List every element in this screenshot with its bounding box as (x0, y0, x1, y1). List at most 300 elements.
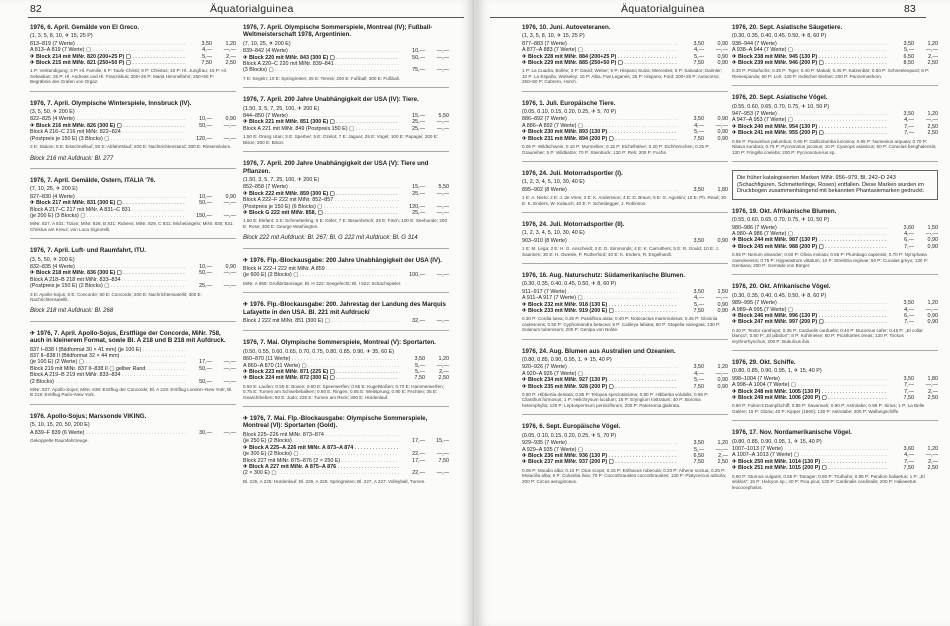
issue-title: 1976, 24. Aug. Blumen aus Australien und Ozeanien. (522, 347, 676, 355)
item-label: ✈ Block 248 mit MiNr. 1005 (130 P) . . . (732, 389, 888, 395)
price-used: 2,— (928, 53, 938, 60)
price-mint: 3,50 (201, 40, 212, 47)
price-mint: 4,— (202, 47, 212, 54)
item-label: 827–830 (4 Werte) . . . (30, 194, 186, 200)
catalog-entry (30, 247, 236, 315)
price-mint: 25,— (412, 209, 425, 216)
price-row (522, 384, 728, 390)
notice-box: Die früher katalogisierten Marken MiNr. 956–979, Bl. 242–D 243 (Schachfiguren, Schmetterlinge, Rosen) entfallen. Diese Marken wurden im Druckbogen zusammenhängend mit bekannten Phantasiemarken gedruckt. (732, 170, 938, 200)
price-row (30, 430, 236, 436)
item-label: ✈ Block 236 mit MiNr. 936 (130 P) . . . (522, 453, 678, 459)
price-mint: 4,— (694, 122, 704, 129)
price-used: 0,90 (927, 319, 938, 326)
price-used: —,— (436, 470, 449, 477)
denominations: (7, 10, 25, ✈ 200 E) (243, 40, 291, 47)
price-mint: 15,— (412, 184, 425, 191)
denominations: (3, 5, 50, ✈ 200 E) (30, 109, 75, 116)
item-label: (2 × 300 E) ▢ . . . (243, 470, 399, 476)
price-used: —,— (223, 122, 236, 129)
price-mint: 3,50 (693, 40, 704, 47)
price-used: 0,90 (717, 40, 728, 47)
item-label: 886–892 (7 Werte) . . . (522, 116, 678, 122)
price-used: —,— (223, 270, 236, 277)
item-label: ✈ Block 215 mit MiNr. 821 (250+50 P) ▢ . . . (30, 60, 186, 66)
overprint-note: Block 222 mit Aufdruck: Bl. 267; Bl. G 222 mit Aufdruck: Bl. G 314 (243, 235, 418, 242)
price-used: —,— (223, 47, 236, 54)
catalog-entry (522, 272, 728, 333)
column-right-1 (522, 24, 728, 489)
price-used: —,— (436, 125, 449, 132)
entry-divider (30, 321, 236, 322)
item-label: A 947–A 953 (7 Werte) ▢ . . . (732, 117, 888, 123)
catalog-entry (30, 330, 236, 398)
catalog-entry (522, 348, 728, 409)
price-mint: 3,50 (903, 111, 914, 118)
issue-title: 1976, 20. Sept. Asiatische Säugetiere. (732, 24, 843, 31)
price-mint: 7,— (904, 458, 914, 465)
price-used: 1,80 (927, 375, 938, 382)
price-row (522, 187, 728, 193)
item-label: A 989–A 995 (7 Werte) ▢ . . . (732, 307, 888, 313)
item-label: 895–902 (8 Werte) . . . (522, 187, 678, 193)
price-mint: 5,— (415, 369, 425, 376)
price-row (243, 67, 449, 73)
price-mint: 7,50 (693, 135, 704, 142)
entry-divider (732, 161, 938, 162)
price-used: —,— (925, 452, 938, 459)
price-used: 0,90 (717, 383, 728, 390)
denominations: (1.50, 3, 5, 7, 25, 100, ✈ 200 E) (243, 105, 320, 112)
price-mint: 25,— (412, 125, 425, 132)
price-used: 0,90 (225, 193, 236, 200)
item-label: 929–935 (7 Werte) . . . (522, 440, 678, 446)
denominations: (1, 3, 5, 8, 10, ✈ 15, 25 P) (522, 33, 585, 40)
price-used: —,— (715, 122, 728, 129)
issue-title: 1976, 7. April. Olympische Sommerspiele, Montreal (IV); Fußball-Weltmeisterschaft 1978, Argentinien. (243, 24, 433, 39)
price-mint: 10,— (412, 48, 425, 55)
price-used: 2,50 (927, 465, 938, 472)
price-used: —,— (223, 378, 236, 385)
price-used: 0,90 (927, 312, 938, 319)
item-label: A 911–A 917 (7 Werte) ▢ . . . (522, 295, 678, 301)
item-label: 837 I–838 I (Bildformat 30 × 41 mm) (je 100 E) . . . (30, 347, 186, 353)
price-mint: 7,— (904, 243, 914, 250)
price-used: 2,— (226, 53, 236, 60)
catalog-entry (30, 413, 236, 444)
price-mint: 7,50 (693, 60, 704, 67)
issue-title: 1976, 6. April. Gemälde von El Greco. (30, 24, 140, 31)
issue-title: ✈ 1976. Flp.-Blockausgabe: 200. Jahrestag der Landung des Marquis Lafayette in den USA. Bl. 221 mit Aufdruck/ (243, 301, 446, 316)
price-used: 2,— (928, 458, 938, 465)
design-notes: 0.55 P: Nerium oleander; 0.60 P: Olivia miniata; 0.65 P: Plumbago capensis; 0.70 P: Nymphaea caeruleensis; 0.75 P: Hippeastrum vittatum; 10 P: Strelitzia reginae; 50 P: Cucalas greyo; 130 P: Gentiana; 200 P: Gernäde von Bürger. (732, 252, 929, 268)
price-mint: 17,— (412, 438, 425, 445)
price-row (243, 126, 449, 132)
price-mint: 4,— (694, 295, 704, 302)
price-used: —,— (436, 203, 449, 210)
item-label: 832–835 (4 Werte) . . . (30, 264, 186, 270)
price-row (30, 213, 236, 219)
issue-title: 1976, 7. April. Gemälde, Ostern, ITALIA '76. (30, 176, 156, 184)
price-used: —,— (925, 382, 938, 389)
issue-title: 1976. Apollo-Sojus; Marssonde VIKING. (30, 412, 147, 420)
price-used: 5,50 (438, 113, 449, 120)
design-notes: 1 P: La Cuadra, Bollée; 3 P: David; Weber; 5 P: Hispano Suiza; Mercedes; 8 P: Salvador; Daimler; 10 P: La España, Wolseley; 15 P: Alba, Fiat Leganés; 25 P: Hispano; Ford; 200+25 P: Autocorso; 250+50 P: Cabrero, Horch. (522, 68, 723, 85)
issue-title: 1976, 24. Juli. Motorradsportler (II). (522, 220, 625, 228)
item-label: ✈ Block 220 mit MiNr. 843 (300 E) ▢ . . . (243, 55, 399, 61)
price-used: 1,20 (927, 300, 938, 307)
denominations: (7, 10, 25, ✈ 200 E) (30, 186, 78, 193)
price-used: 0,90 (225, 263, 236, 270)
price-mint: 3,50 (693, 116, 704, 123)
price-mint: 150,— (196, 212, 212, 219)
left-page (0, 0, 474, 626)
issue-title: 1976, 7. April. Olympische Winterspiele, Innsbruck (IV). (30, 99, 192, 107)
denominations: (1, 2, 3, 4, 5, 10, 30, 40 E) (522, 230, 585, 237)
price-row (732, 244, 938, 250)
price-used: —,— (715, 47, 728, 54)
price-row (30, 283, 236, 289)
price-row (522, 60, 728, 66)
catalog-entry (30, 24, 236, 85)
header-rule (28, 17, 464, 18)
denominations: (3, 5, 50, ✈ 200 E) (30, 256, 75, 263)
price-mint: 7,50 (903, 395, 914, 402)
item-label: ✈ Block 240 mit MiNr. 954 (130 P) . . . (732, 124, 888, 130)
price-mint: 50,— (199, 270, 212, 277)
item-label: Block A 219–B 219 mit MiNr. 833–834 . . . (30, 372, 186, 378)
item-label: ✈ Block 250 mit MiNr. 1014 (130 P) . . . (732, 459, 888, 465)
item-label: ✈ Block G 222 mit MiNr. 858, ▢ . . . (243, 210, 399, 216)
price-mint: 100,— (409, 272, 425, 279)
page-number: 83 (904, 3, 916, 15)
overprint-note: Block 218 mit Aufdruck: Bl. 268 (30, 308, 114, 315)
price-mint: 50,— (199, 365, 212, 372)
price-mint: 4,— (904, 306, 914, 313)
price-mint: 7,50 (693, 308, 704, 314)
issue-title: 1976, 7. April. Luft- und Raumfahrt, ITU. (30, 247, 146, 255)
denominations: (0.55, 0.60, 0.65, 0.70, 0.75, ✈ 10, 50 P) (732, 103, 830, 110)
price-used: 0,90 (717, 301, 728, 308)
item-label: (Postpreis je 150 E) (3 Blocks) ▢ . . . (30, 136, 186, 142)
design-notes: 1 P: Verkündigung; 3 P: Hl. Familie; 5 P: Taufe Christi; 8 P: Christus; 10 P: Hl. Jungfrau; 15 P: Hl. Sebastian; 25 P: Hl. Andreas und Hl. Franziskus; 200+25 P: Mariä Himmelfahrt; 250+50 P: Begräbnis des Grafen von Orgaz. (30, 68, 228, 85)
price-mint: 6,— (904, 237, 914, 244)
denominations: (0.80, 0.85, 0.90, 0.95, 1, ✈ 15, 40 P) (732, 368, 822, 375)
design-notes: 0.55 P: Paoumbus palumbus; 0.60 P: Gallicolumba luzonica; 0.65 P: Numenius arquata; 0.70 P: Nitava sundara; 0.75 P: Pycnonotus jocosus; 10 P: Cyanops asiaticus; 50 P: Coracias benghalensis; 130 P: Fringilla coelebs; 200 P: Pycnonotus-lus sp. (732, 138, 937, 155)
price-mint: 7,— (904, 319, 914, 326)
price-mint: 17,— (412, 457, 425, 464)
item-label: ✈ Block 247 mit MiNr. 997 (200 P) ▢ . . . (732, 319, 888, 325)
price-mint: 6,50 (903, 53, 914, 60)
price-used: 1,50 (717, 288, 728, 295)
item-label: ✈ Block 231 mit MiNr. 894 (200 P) ▢ . . . (522, 136, 678, 142)
design-notes: 0.80 P: Fulton's Dampfschiff; 0.85 P: Savannah; 0.90 P: Astrolabe; 0.95 P: Sirius; 1 P: La Belle Galère; 15 P: Gloria; 40 P: Kipper (1860); 130 P: Astrolabe; 200 P: Walfangschiffe. (732, 403, 925, 414)
item-label: ✈ Block 232 mit MiNr. 918 (130 E) . . . (522, 302, 678, 308)
item-label: ✈ Block 233 mit MiNr. 919 (200 E) ▢ . . . (522, 308, 678, 314)
price-used: —,— (223, 365, 236, 372)
item-label: (je 300 E) (2 Blocks) ▢ . . . (243, 451, 399, 457)
entry-divider (243, 248, 449, 249)
issue-title: 1976, 7. Mai. Olympische Sommerspiele, Montreal (V): Sportarten. (243, 339, 436, 347)
issue-title: 1976, 10. Juni. Autoveteranen. (522, 24, 611, 31)
price-mint: 5,— (694, 129, 704, 136)
design-notes: 0.80 P: Hibbertia dentata; 0.85 P: Telopea speciosissima; 0.90 P: Hibbertia volubilis; 0.95 P: Clianthus formosus; 1 P: Helichrysum lucidum; 15 P: Eryngium rostratum; 40 P: Boronia heterophylla; 130 P: Leptospermum persiciflorum; 200 P: Patersonia glabrata. (522, 392, 709, 408)
price-used: —,— (715, 446, 728, 453)
item-label: 844–850 (7 Werte) . . . (243, 113, 399, 119)
item-label: ✈ Block 234 mit MiNr. 927 (130 P) . . . (522, 377, 678, 383)
price-mint: 7,50 (201, 60, 212, 67)
item-label: A 920–A 926 (7 Werte) ▢ . . . (522, 371, 678, 377)
price-used: 2,50 (927, 395, 938, 402)
item-label: ✈ Block A 225–A 226 mit MiNr. A 873–A 874 . . . (243, 445, 399, 451)
price-used: 1,20 (927, 446, 938, 453)
denominations: (1, 2, 3, 4, 5, 10, 30, 40 E) (522, 179, 585, 186)
issue-title: 1976, 7. April. 200 Jahre Unabhängigkeit der USA (IV): Tiere. (243, 96, 419, 104)
issue-title: 1976, 19. Okt. Afrikanische Blumen. (732, 207, 837, 215)
price-mint: 7,50 (903, 465, 914, 472)
price-used: —,— (223, 135, 236, 142)
column-left-2 (243, 24, 449, 489)
price-row (243, 210, 449, 216)
item-label: A 1007–A 1013 (7 Werte) ▢ . . . (732, 452, 888, 458)
price-mint: 4,— (694, 47, 704, 54)
price-mint: 8,50 (903, 60, 914, 67)
price-used: 5,50 (438, 184, 449, 191)
price-used: —,— (925, 306, 938, 313)
item-label: ✈ Block 246 mit MiNr. 996 (130 P) . . . (732, 313, 888, 319)
entry-divider (243, 330, 449, 331)
entry-divider (30, 238, 236, 239)
price-mint: 5,— (202, 53, 212, 60)
denominations: (0.05, 0.10, 0.15, 0.20, 0.25, ✈ 5, 70 P) (522, 109, 617, 116)
denominations: (0.30, 0.35, 0.40, 0.45, 0.50, ✈ 8, 60 P) (732, 33, 827, 40)
design-notes: Bl. 225, A 225: Hürdenlauf; Bl. 226, A 226: Springreiten; Bl. 227, A 227: Volleyball, Turnen. (243, 478, 426, 484)
price-used: —,— (436, 209, 449, 216)
item-label: A 980–A 986 (7 Werte) ▢ . . . (732, 231, 888, 237)
issue-title: 1976, 1. Juli. Europäische Tiere. (522, 99, 616, 107)
denominations: (1, 3, 5, 8, 10, ✈ 15, 25 P) (30, 33, 93, 40)
price-mint: 50,— (412, 54, 425, 61)
price-mint: 6,— (904, 312, 914, 319)
item-label: Block A 220–C 220 mit MiNr. 839–841 . . . (243, 61, 399, 67)
item-label: (je 250 E) (2 Blocks) . . . (243, 438, 399, 444)
price-row (243, 470, 449, 476)
price-mint: 4,— (904, 452, 914, 459)
price-mint: 50,— (199, 122, 212, 129)
catalog-entry (243, 301, 449, 324)
price-mint: 22,— (412, 451, 425, 458)
item-label: 980–986 (7 Werte) . . . (732, 225, 888, 231)
item-label: ✈ Block 228 mit MiNr. 884 (200+25 P) . . . (522, 54, 678, 60)
denominations: (0.50, 0.55, 0.60, 0.65, 0.70, 0.75, 0.80, 0.85, 0.90, ✈ 35, 60 E) (243, 348, 395, 355)
catalog-entry (522, 423, 728, 484)
price-row (522, 238, 728, 244)
price-mint: 120,— (196, 135, 212, 142)
price-used: —,— (436, 362, 449, 369)
price-mint: 75,— (412, 67, 425, 74)
price-mint: 5,— (904, 47, 914, 54)
price-mint: 32,— (412, 318, 425, 324)
catalog-entry (243, 24, 449, 81)
price-mint: 4,— (904, 230, 914, 237)
item-label: Block A 222–F 222 mit MiNr. 852–857 . . . (243, 197, 399, 203)
price-mint: 7,50 (693, 459, 704, 466)
entry-divider (243, 151, 449, 152)
item-label: ✈ Block 214 mit MiNr. 820 (200+25 P) ▢ . . . (30, 54, 186, 60)
issue-title: ✈ 1976. Flp.-Blockausgabe: 200 Jahre Unabhängigkeit der USA (IV). (243, 256, 442, 264)
price-mint: 3,50 (693, 186, 704, 193)
item-label: 839–842 (4 Werte) . . . (243, 48, 399, 54)
price-used: —,— (925, 117, 938, 124)
price-used: 1,20 (438, 356, 449, 363)
item-label: (Postpreis je 150 E) (6 Blocks) ▢ . . . (243, 204, 399, 210)
item-label: Block A 217–C 217 mit MiNr. A 831–C 831 . . . (30, 207, 186, 213)
entry-divider (522, 212, 728, 213)
price-used: 1,20 (927, 40, 938, 47)
entry-divider (522, 414, 728, 415)
price-row (522, 136, 728, 142)
price-used: —,— (436, 119, 449, 126)
price-mint: 6,50 (693, 452, 704, 459)
right-page (476, 0, 950, 626)
item-label: 822–825 (4 Werte) . . . (30, 116, 186, 122)
price-mint: 7,— (904, 123, 914, 130)
price-mint: 7,50 (414, 375, 425, 382)
price-mint: 7,— (904, 130, 914, 137)
price-mint: 10,— (199, 116, 212, 123)
entry-divider (522, 161, 728, 162)
denominations: (0.30, 0.35, 0.40, 0.45, 0.50, ✈ 8, 60 P) (522, 281, 617, 288)
price-mint: 7,— (904, 382, 914, 389)
item-label: (3 Blocks) ▢ . . . (243, 67, 399, 73)
price-used: 0,90 (717, 237, 728, 244)
price-used: 2,50 (927, 123, 938, 130)
price-row (732, 395, 938, 401)
entry-divider (243, 87, 449, 88)
item-label: A 929–A 935 (7 Werte) ▢ . . . (522, 447, 678, 453)
design-notes: 3 E: Slalom; 5 E: Eisschnellauf; 50 E: Abfahrtslauf; 200 E: Nachtrichtenstand; 300 E: Riesenslalom. (30, 144, 232, 150)
item-label: A 839–F 839 (6 Werte) . . . (30, 430, 186, 436)
item-label: ✈ Block 223 mit MiNr. 871 (225 E) ▢ . . . (243, 369, 399, 375)
price-mint: 5,— (415, 362, 425, 369)
price-row (243, 375, 449, 381)
page-title: Äquatorialguinea (621, 3, 705, 15)
price-used: —,— (223, 212, 236, 219)
design-notes: 3 E: Apollo-Sojus; 5 E: Concorde; 50 E: Concorde; 200 E: Nachrichtensatellit; 300 E: Nachrichtensatellit. (30, 291, 202, 302)
price-used: 2,50 (927, 60, 938, 67)
price-used: 2,— (928, 388, 938, 395)
price-used: 1,20 (927, 111, 938, 118)
price-used: —,— (436, 451, 449, 458)
price-used: 0,90 (717, 308, 728, 314)
price-used: 1,80 (717, 186, 728, 193)
item-label: Block A 221 mit MiNr. 849 (Postpreis 150 E) ▢ . . . (243, 126, 399, 132)
item-label: ✈ Block 222 mit MiNr. 859 (300 E) ▢ . . . (243, 191, 399, 197)
price-row (30, 60, 236, 66)
item-label: ✈ Block A 227 mit MiNr. A 875–A 876 . . . (243, 464, 399, 470)
price-used: 0,90 (717, 377, 728, 384)
item-label: ✈ Block 249 mit MiNr. 1006 (200 P) ▢ . . . (732, 395, 888, 401)
item-label: 852–858 (7 Werte) . . . (243, 184, 399, 190)
catalog-entry (30, 177, 236, 232)
price-used: —,— (436, 190, 449, 197)
issue-title: 1976, 24. Juli. Motorradsportler (I). (522, 169, 623, 177)
item-label: ✈ Block 238 mit MiNr. 945 (130 P) . . . (732, 54, 888, 60)
item-label: A 938–A 944 (7 Werte) ▢ . . . (732, 47, 888, 53)
item-label: 947–953 (7 Werte) . . . (732, 111, 888, 117)
entry-divider (30, 168, 236, 169)
price-used: —,— (436, 48, 449, 55)
price-row (522, 459, 728, 465)
price-used: 0,90 (927, 237, 938, 244)
item-label: 903–910 (8 Werte) . . . (522, 238, 678, 244)
item-label: Block A 216–C 216 mit MiNr. 822–824 . . . (30, 129, 186, 135)
design-notes: 0.30 P: Polarfuchs; 0.35 P: Tiger; 0.40 P: Makak; 0.45 P: Katzenbär; 0.50 P: Schneeleopard; 8 P: Riesenpanda; 60 P: Lori; 130 P: Indischer Elefant; 200 P: Panzernashorn. (732, 68, 930, 79)
catalog-entry (243, 257, 449, 287)
design-notes: 0.30 P: Textor xanthops; 0.35 P: Carduelis carduelis; 0.40 P: Bucorvus cafer; 0.45 P: „El collar blanco“; 0.50 P: „El pibidon“; 8 P: Kohlmeise; 60 P: Picathartes oreas; 130 P: Tockus erythrorhynchus; 200 P: Bubulcus ibis. (732, 327, 923, 344)
price-mint: 17,— (199, 359, 212, 366)
denominations: (1.50, 3, 5, 7, 25, 100, ✈ 200 E) (243, 176, 320, 183)
price-row (732, 60, 938, 66)
issue-title: 1976, 20. Sept. Asiatische Vögel. (732, 94, 828, 102)
price-used: 1,20 (225, 40, 236, 47)
item-label: Block H 222–I 222 mit MiNr. A 859 . . . (243, 266, 399, 272)
item-label: A 860–A 870 (11 Werte) ▢ . . . (243, 363, 399, 369)
design-notes: 0.05 P: Wildschwein; 0.10 P: Murmeltier; 0.15 P: Eichelhäher; 0.20 P: Eichhörnchen; 0.25 P: Graureiher; 5 P: Wildkatze; 70 P: Steinbock; 130 P: Reh; 200 P: Fuchs. (522, 144, 710, 155)
item-label: 813–819 (7 Werte) . . . (30, 41, 186, 47)
item-label: 998–1004 (7 Werte) . . . (732, 376, 888, 382)
entry-divider (732, 420, 938, 421)
catalog-entry (522, 170, 728, 206)
catalog-entry (243, 339, 449, 400)
price-mint: 3,50 (693, 364, 704, 371)
design-notes: 1 E: A. Nieto; 2 E: J. de Vries; 3 E: K. Andersson; 4 E: D. Braun; 5 E: G. Agostini; 10 E: Ph. Read; 30 E: K. Enders, W. Kalauch; 40 E: F. Scheidegger, J. Robinson. (522, 195, 727, 206)
design-notes: MiNr. A 859: Großbritanniage; Bl. H 322: Seegefecht; Bl. I 522: Schachspieler. (243, 280, 402, 286)
catalog-entry (732, 208, 938, 269)
price-used: 2,50 (927, 130, 938, 137)
catalog-entry (732, 94, 938, 155)
price-used: 1,20 (717, 440, 728, 447)
item-label: 920–926 (7 Werte) . . . (522, 364, 678, 370)
price-used: —,— (223, 359, 236, 366)
catalog-entry (243, 415, 449, 484)
item-label: 837 II–838 II (Bildformat 32 × 44 mm) . . . (30, 353, 186, 359)
design-notes: 0.05 P: Moudio alba; 0.10 P: Otus scops; 0.15 P: Erithacus rubecula; 0.20 P: Athene noctua; 0.25 P: Motacilla alba; 5 P: Columba livia; 70 P: Coccothraustes coccothraustes; 130 P: Platycercus adscita; 200 P: Circus aeruginosus. (522, 467, 727, 484)
catalog-entry (522, 24, 728, 85)
issue-title: 1976, 16. Aug. Naturschutz: Südamerikanische Blumen. (522, 271, 686, 279)
denominations: (5, 10, 15, 20, 50, 200 E) (30, 422, 90, 429)
item-label: ✈ Block 218 mit MiNr. 836 (300 E) ▢ . . . (30, 270, 186, 276)
price-mint: 3,60 (903, 224, 914, 231)
price-mint: 4,— (904, 117, 914, 124)
catalog-entry (732, 24, 938, 79)
price-mint: 3,50 (693, 237, 704, 244)
item-label: 911–917 (7 Werte) . . . (522, 289, 678, 295)
price-used: 1,50 (927, 224, 938, 231)
entry-divider (30, 91, 236, 92)
price-used: 0,90 (717, 53, 728, 60)
catalog-entry (30, 100, 236, 162)
price-used: 2,— (439, 369, 449, 376)
denominations: (0.05, 0.10, 0.15, 0.20, 0.25, ✈ 5, 70 P) (522, 432, 617, 439)
price-mint: 25,— (412, 119, 425, 126)
price-mint: 5,— (694, 53, 704, 60)
column-left-1 (30, 24, 236, 449)
price-mint: 7,50 (693, 383, 704, 390)
item-label: ✈ Block 241 mit MiNr. 955 (200 P) ▢ . . . (732, 130, 888, 136)
price-mint: 10,— (199, 193, 212, 200)
price-mint: 25,— (199, 283, 212, 290)
design-notes: 0.50 E: Laufen; 0.55 E: Boxen; 0.60 E: Speerwerfen; 0.65 E: Kugelstoßen; 0.70 E: Hammerwerfen; 0.75 E: Turnen am Schwebebalken; 0.80 E: Ringen; 0.85 E: Weitsprung; 0.90 E: Fechten; 35 E: Gewichtheben; 60 E: Judo; 225 E: Turnen am Reck; 300 E: Hürdenlauf. (243, 383, 444, 400)
